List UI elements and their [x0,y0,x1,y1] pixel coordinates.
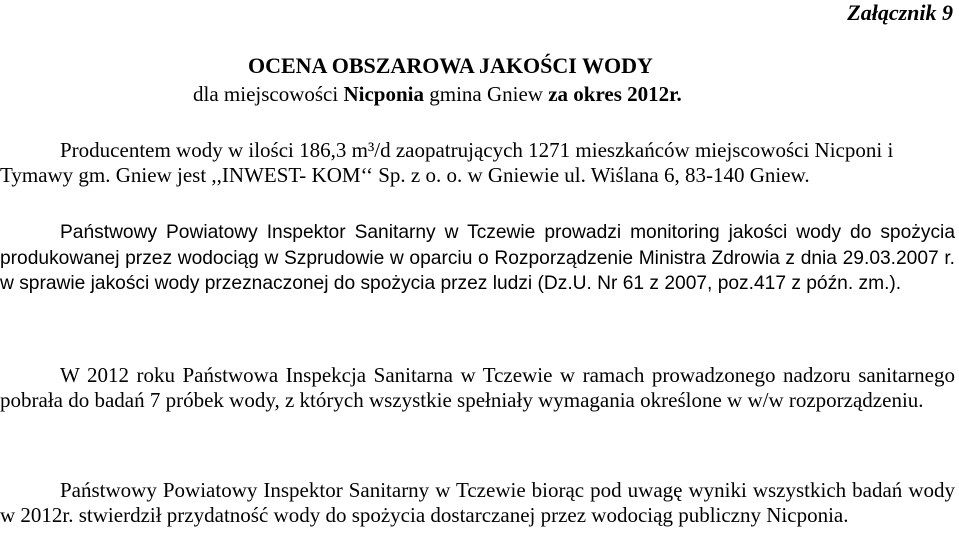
subtitle-place: Nicponia [343,82,424,106]
paragraph-conclusion-text: Państwowy Powiatowy Inspektor Sanitarny w Tczewie biorąc pod uwagę wyniki wszystkich badań wody w 2012r. stwierdził przydatność wody do spożycia dostarczanej przez wodociąg publiczny Nicponia. [0,478,955,527]
paragraph-producer [0,138,955,188]
paragraph-producer-text: Producentem wody w ilości 186,3 m³/d zaopatrujących 1271 mieszkańców miejscowości Nicponi i Tymawy gm. Gniew jest ,,INWEST- KOM‘‘ Sp. z o. o. w Gniewie ul. Wiślana 6, 83-140 Gniew. [0,138,894,187]
paragraph-samples [0,363,955,413]
paragraph-monitoring-text: Państwowy Powiatowy Inspektor Sanitarny w Tczewie prowadzi monitoring jakości wody do spożycia produkowanej przez wodociąg w Szprudowie w oparciu o Rozporządzenie Ministra Zdrowia z dnia 29.03.2007 r. w sprawie jakości wody przeznaczonej do spożycia przez ludzi (Dz.U. Nr 61 z 2007, poz.417 z późn. zm.). [0,222,955,294]
paragraph-samples-text: W 2012 roku Państwowa Inspekcja Sanitarna w Tczewie w ramach prowadzonego nadzoru sanitarnego pobrała do badań 7 próbek wody, z których wszystkie spełniały wymagania określone w w/w rozporządzeniu. [0,363,955,412]
document-title: OCENA OBSZAROWA JAKOŚCI WODY [248,53,653,78]
subtitle-prefix: dla miejscowości [193,82,344,106]
subtitle-mid: gmina Gniew [423,82,549,106]
paragraph-conclusion [0,478,955,528]
annex-label: Załącznik 9 [847,0,953,25]
paragraph-monitoring [0,220,955,297]
document-subtitle [193,82,682,107]
subtitle-period: za okres 2012r. [548,82,682,106]
